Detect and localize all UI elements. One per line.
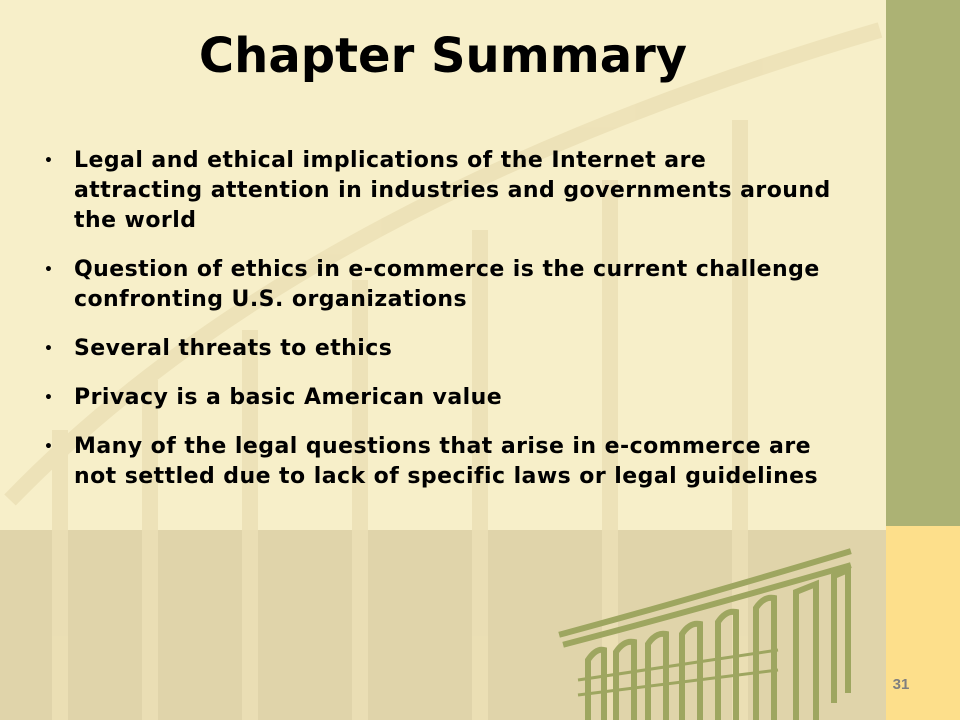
bullet-icon: • xyxy=(44,341,53,357)
bullet-item xyxy=(44,255,834,315)
building-arches-logo-icon xyxy=(548,540,868,720)
bullet-item xyxy=(44,146,834,236)
bullet-text: Several threats to ethics xyxy=(74,336,393,361)
bullet-icon: • xyxy=(44,439,53,455)
slide-title: Chapter Summary xyxy=(198,28,688,84)
bullet-icon: • xyxy=(44,153,53,169)
bullet-icon: • xyxy=(44,262,53,278)
bullet-text: Legal and ethical implications of the Internet are attracting attention in industries and governments around the world xyxy=(74,148,831,233)
page-number: 31 xyxy=(892,676,910,693)
bullet-icon: • xyxy=(44,390,53,406)
bullet-text: Privacy is a basic American value xyxy=(74,385,503,410)
bullet-text: Many of the legal questions that arise in e-commerce are not settled due to lack of specific laws or legal guidelines xyxy=(74,434,819,489)
sidebar-green-panel xyxy=(886,0,960,526)
bullet-item xyxy=(44,383,834,413)
bullet-list xyxy=(44,146,834,511)
bullet-item xyxy=(44,334,834,364)
bullet-text: Question of ethics in e-commerce is the current challenge confronting U.S. organizations xyxy=(74,257,820,312)
bullet-item xyxy=(44,432,834,492)
